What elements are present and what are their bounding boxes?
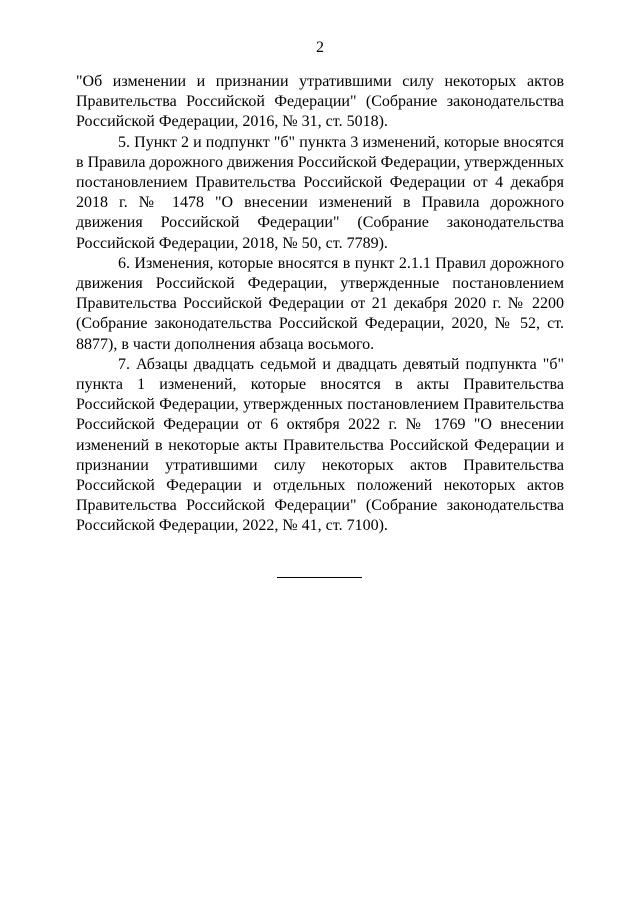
paragraph-continuation: "Об изменении и признании утратившими силу некоторых актов Правительства Российской Федерации" (Собрание законодательства Российской Федерации, 2016, № 31, ст. 5018). — [76, 73, 564, 131]
paragraph-item-7: 7. Абзацы двадцать седьмой и двадцать девятый подпункта "б" пункта 1 изменений, которые вносятся в акты Правительства Российской Федерации, утвержденных постановлением Правительства Российской Федерации от 6 октября 2022 г. № 1769 "О внесении изменений в некоторые акты Правительства Российской Федерации и признании утратившими силу некоторых актов Правительства Российской Федерации и отдельных положений некоторых актов Правительства Российской Федерации" (Собрание законодательства Российской Федерации, 2022, № 41, ст. 7100). — [76, 355, 564, 535]
page-number: 2 — [316, 39, 324, 56]
paragraph-item-5: 5. Пункт 2 и подпункт "б" пункта 3 изменений, которые вносятся в Правила дорожного движения Российской Федерации, утвержденных постановлением Правительства Российской Федерации от 4 декабря 2018 г. № 1478 "О внесении изменений в Правила дорожного движения Российской Федерации" (Собрание законодательства Российской Федерации, 2018, № 50, ст. 7789). — [76, 133, 564, 252]
document-body — [76, 72, 564, 537]
end-divider-line — [277, 577, 362, 578]
paragraph-item-6: 6. Изменения, которые вносятся в пункт 2.1.1 Правил дорожного движения Российской Федерации, утвержденные постановлением Правительства Российской Федерации от 21 декабря 2020 г. № 2200 (Собрание законодательства Российской Федерации, 2020, № 52, ст. 8877), в части дополнения абзаца восьмого. — [76, 254, 564, 353]
